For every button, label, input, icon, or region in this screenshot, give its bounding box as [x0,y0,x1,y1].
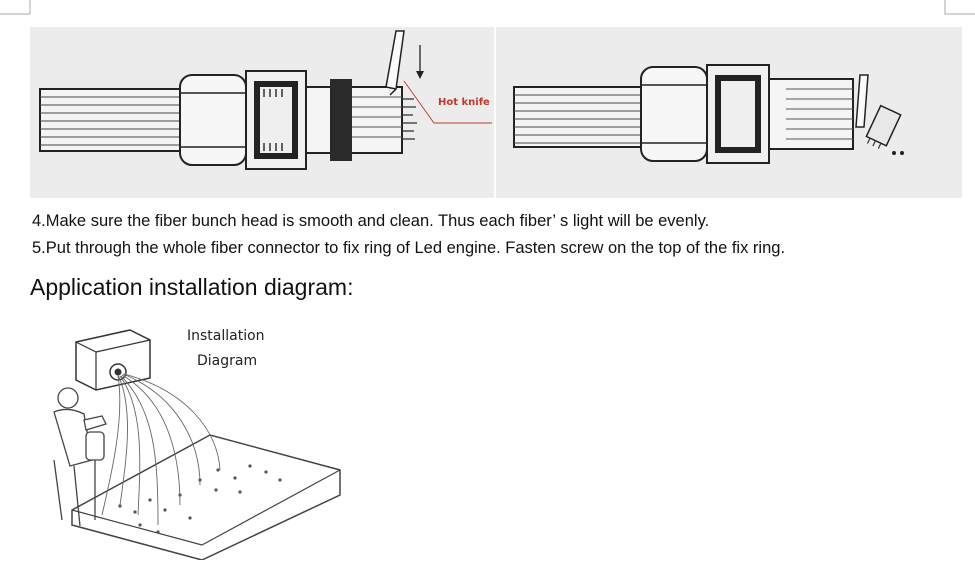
step-4-text: 4.Make sure the fiber bunch head is smooth and clean. Thus each fiber’ s light will be evenly. [32,212,710,230]
corner-mark-right [935,0,975,20]
installation-diagram [40,320,350,560]
diagram-label-line1: Installation [187,328,265,344]
corner-mark-left [0,0,40,20]
fiber-connector-cut-illustration [30,27,494,198]
fiber-connector-result-illustration [496,27,962,198]
hot-knife-label: Hot knife [438,97,490,108]
diagram-label-line2: Diagram [197,353,258,369]
step-5-text: 5.Put through the whole fiber connector to fix ring of Led engine. Fasten screw on the top of the fix ring. [32,239,786,257]
cut-result-figure [496,27,962,198]
section-heading: Application installation diagram: [30,274,354,300]
installation-illustration [40,320,350,560]
cutting-figure [30,27,494,198]
